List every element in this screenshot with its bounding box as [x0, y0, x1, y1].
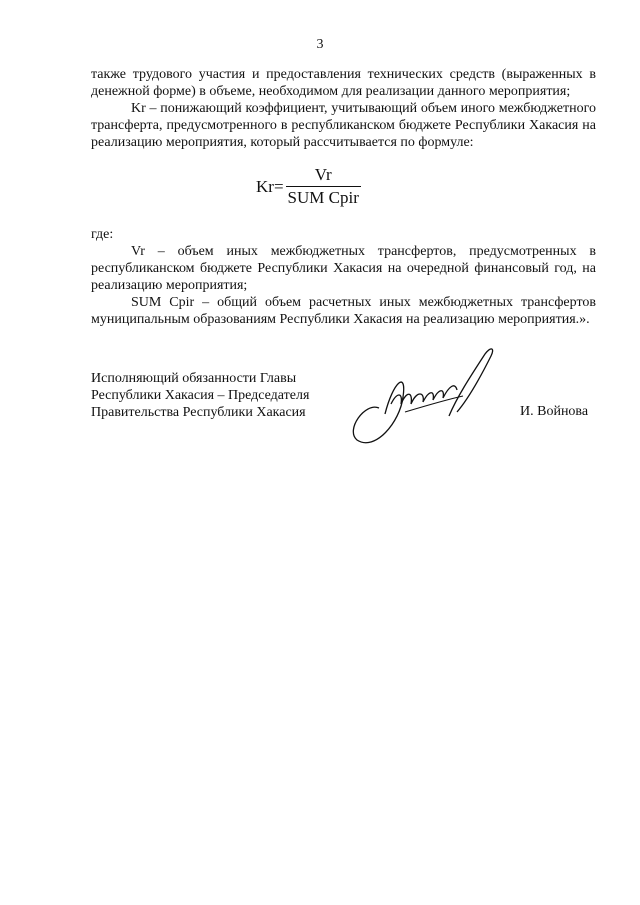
where-label: где: — [91, 227, 114, 242]
page-number: 3 — [316, 37, 324, 52]
paragraph-continuation: также трудового участия и предоставления технических средств (выраженных в денежной форме) в объеме, необходимом для реализации данного мероприятия; — [91, 67, 596, 99]
signatory-name: И. Войнова — [520, 404, 589, 419]
formula-lhs: Kr= — [256, 176, 284, 196]
signatory-title-line: Исполняющий обязанности Главы — [91, 371, 297, 386]
signatory-title-line: Республики Хакасия – Председателя — [91, 388, 310, 403]
formula — [256, 165, 361, 208]
formula-denominator: SUM Cpir — [287, 188, 359, 207]
body-text — [91, 66, 596, 151]
signatory-title-line: Правительства Республики Хакасия — [91, 405, 306, 420]
paragraph-kr-definition: Kr – понижающий коэффициент, учитывающий объем иного межбюджетного трансферта, предусмотренного в республиканском бюджете Республики Хакасия на реализацию мероприятия, который рассчитывается по формуле: — [91, 101, 596, 150]
where-item-vr: Vr – объем иных межбюджетных трансфертов, предусмотренных в республиканском бюджете Республики Хакасия на очередной финансовый год, на реализацию мероприятия; — [91, 244, 596, 293]
formula-numerator: Vr — [314, 165, 332, 184]
where-item-sum-cpir: SUM Cpir – общий объем расчетных иных межбюджетных трансфертов муниципальным образованиям Республики Хакасия на реализацию мероприятия.». — [91, 295, 596, 327]
formula-fraction — [286, 165, 361, 208]
where-section — [91, 226, 596, 328]
handwritten-signature — [345, 342, 505, 452]
signatory-title — [91, 370, 309, 421]
